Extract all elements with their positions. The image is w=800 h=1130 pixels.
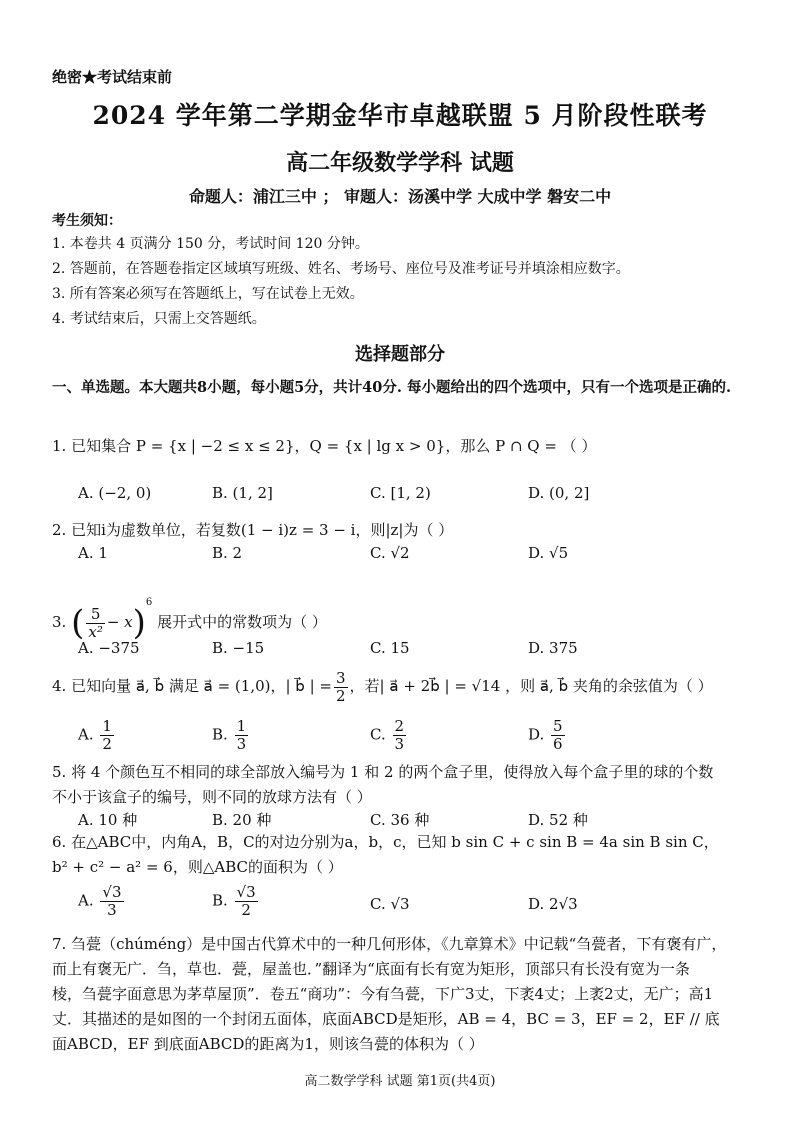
q3-option-c: C. 15 [370, 639, 410, 657]
question-7-line-2: 而上有褒无广．刍，草也．甍，屋盖也．”翻译为“底面有长有宽为矩形，顶部只有长没有宽为一条 [52, 960, 690, 978]
q6-option-d: D. 2√3 [528, 895, 578, 913]
question-1: 1. 已知集合 P = {x | −2 ≤ x ≤ 2}，Q = {x | lg x > 0}，那么 P ∩ Q = （ ） [52, 437, 597, 455]
question-3: 3. ( $\frac{5}{\text{x²}}$ − x)$^6$ 展开式中的常数项为（ ） [52, 597, 327, 643]
q4-option-c: C. $\frac{2}{3}$ [370, 717, 405, 753]
notice-heading: 考生须知： [52, 213, 122, 229]
question-7-line-4: 丈．其描述的是如图的一个封闭五面体，底面ABCD是矩形，AB = 4，BC = 3，EF = 2，EF // 底 [52, 1010, 720, 1028]
q1-option-c: C. [1, 2) [370, 484, 431, 502]
q6-option-b: B. $\frac{√3}{2}$ [212, 883, 256, 919]
q3-option-b: B. −15 [212, 639, 265, 657]
q6-option-a: A. $\frac{√3}{3}$ [78, 883, 122, 919]
notice-item: 1. 本卷共 4 页满分 150 分，考试时间 120 分钟。 [52, 236, 369, 252]
part1-instructions: 一、单选题。本大题共8小题，每小题5分，共计40分. 每小题给出的四个选项中，只有一个选项是正确的. [52, 379, 731, 396]
question-2: 2. 已知i为虚数单位，若复数(1 − i)z = 3 − i，则|z|为（ ） [52, 521, 454, 539]
q1-option-b: B. (1, 2] [212, 484, 273, 502]
q5-option-d: D. 52 种 [528, 811, 588, 829]
q4-option-a: A. $\frac{1}{2}$ [78, 717, 112, 753]
question-7-line-1: 7. 刍甍（chúméng）是中国古代算术中的一种几何形体，《九章算术》中记载“刍甍者，下有褒有广， [52, 935, 727, 953]
authors-line: 命题人：浦江三中 ； 审题人：汤溪中学 大成中学 磐安二中 [188, 187, 612, 206]
q4-pre: 4. 已知向量 a⃗, b⃗ 满足 a⃗ = (1,0)，| b⃗ | = [52, 677, 332, 695]
q4-option-d: D. $\frac{5}{6}$ [528, 717, 563, 753]
q2-option-d: D. √5 [528, 544, 569, 562]
question-5-line-1: 5. 将 4 个颜色互不相同的球全部放入编号为 1 和 2 的两个盒子里，使得放入每个盒子里的球的个数 [52, 763, 714, 781]
q5-option-a: A. 10 种 [78, 811, 138, 829]
q2-option-a: A. 1 [78, 544, 108, 562]
q6-option-c: C. √3 [370, 895, 410, 913]
q1-option-d: D. (0, 2] [528, 484, 590, 502]
exam-title: 2024 学年第二学期金华市卓越联盟 5 月阶段性联考 [92, 101, 708, 130]
page-footer: 高二数学学科 试题 第1页(共4页) [304, 1074, 496, 1089]
q5-option-b: B. 20 种 [212, 811, 272, 829]
exam-subtitle: 高二年级数学学科 试题 [286, 150, 514, 176]
q3-text: 展开式中的常数项为（ ） [157, 613, 327, 631]
q3-option-d: D. 375 [528, 639, 578, 657]
q3-power: 6 [145, 597, 153, 608]
q3-number: 3. [52, 613, 67, 631]
question-7-line-5: 面ABCD，EF 到底面ABCD的距离为1，则该刍甍的体积为（ ） [52, 1035, 484, 1053]
notice-item: 4. 考试结束后，只需上交答题纸。 [52, 311, 266, 327]
q4-post: ，若| a⃗ + 2b⃗ | = √14 ，则 a⃗, b⃗ 夹角的余弦值为（ ） [349, 677, 713, 695]
question-6-line-1: 6. 在△ABC中，内角A，B，C的对边分别为a，b，c，已知 b sin C + c sin B = 4a sin B sin C， [52, 833, 719, 851]
q4-fraction: $\frac{3}{2}$ [336, 668, 346, 705]
question-5-line-2: 不小于该盒子的编号，则不同的放球方法有（ ） [52, 788, 372, 806]
q2-option-b: B. 2 [212, 544, 243, 562]
notice-item: 3. 所有答案必须写在答题纸上，写在试卷上无效。 [52, 286, 364, 302]
question-7-line-3: 棱，刍甍字面意思为茅草屋顶”．卷五“商功”：今有刍甍，下广3丈，下袤4丈；上袤2丈，无广；高1 [52, 985, 714, 1003]
q4-option-b: B. $\frac{1}{3}$ [212, 717, 247, 753]
q2-option-c: C. √2 [370, 544, 410, 562]
section-title: 选择题部分 [355, 344, 445, 365]
q5-option-c: C. 36 种 [370, 811, 430, 829]
q3-option-a: A. −375 [78, 639, 140, 657]
question-6-line-2: b² + c² − a² = 6，则△ABC的面积为（ ） [52, 858, 343, 876]
question-4 [52, 668, 752, 705]
notice-item: 2. 答题前，在答题卷指定区域填写班级、姓名、考场号、座位号及准考证号并填涂相应数字。 [52, 261, 630, 277]
q3-expr: − x [106, 613, 133, 631]
q3-fraction: $\frac{5}{\text{x²}}$ [88, 604, 103, 641]
secret-label: 绝密★考试结束前 [52, 68, 173, 86]
q1-option-a: A. (−2, 0) [78, 484, 152, 502]
